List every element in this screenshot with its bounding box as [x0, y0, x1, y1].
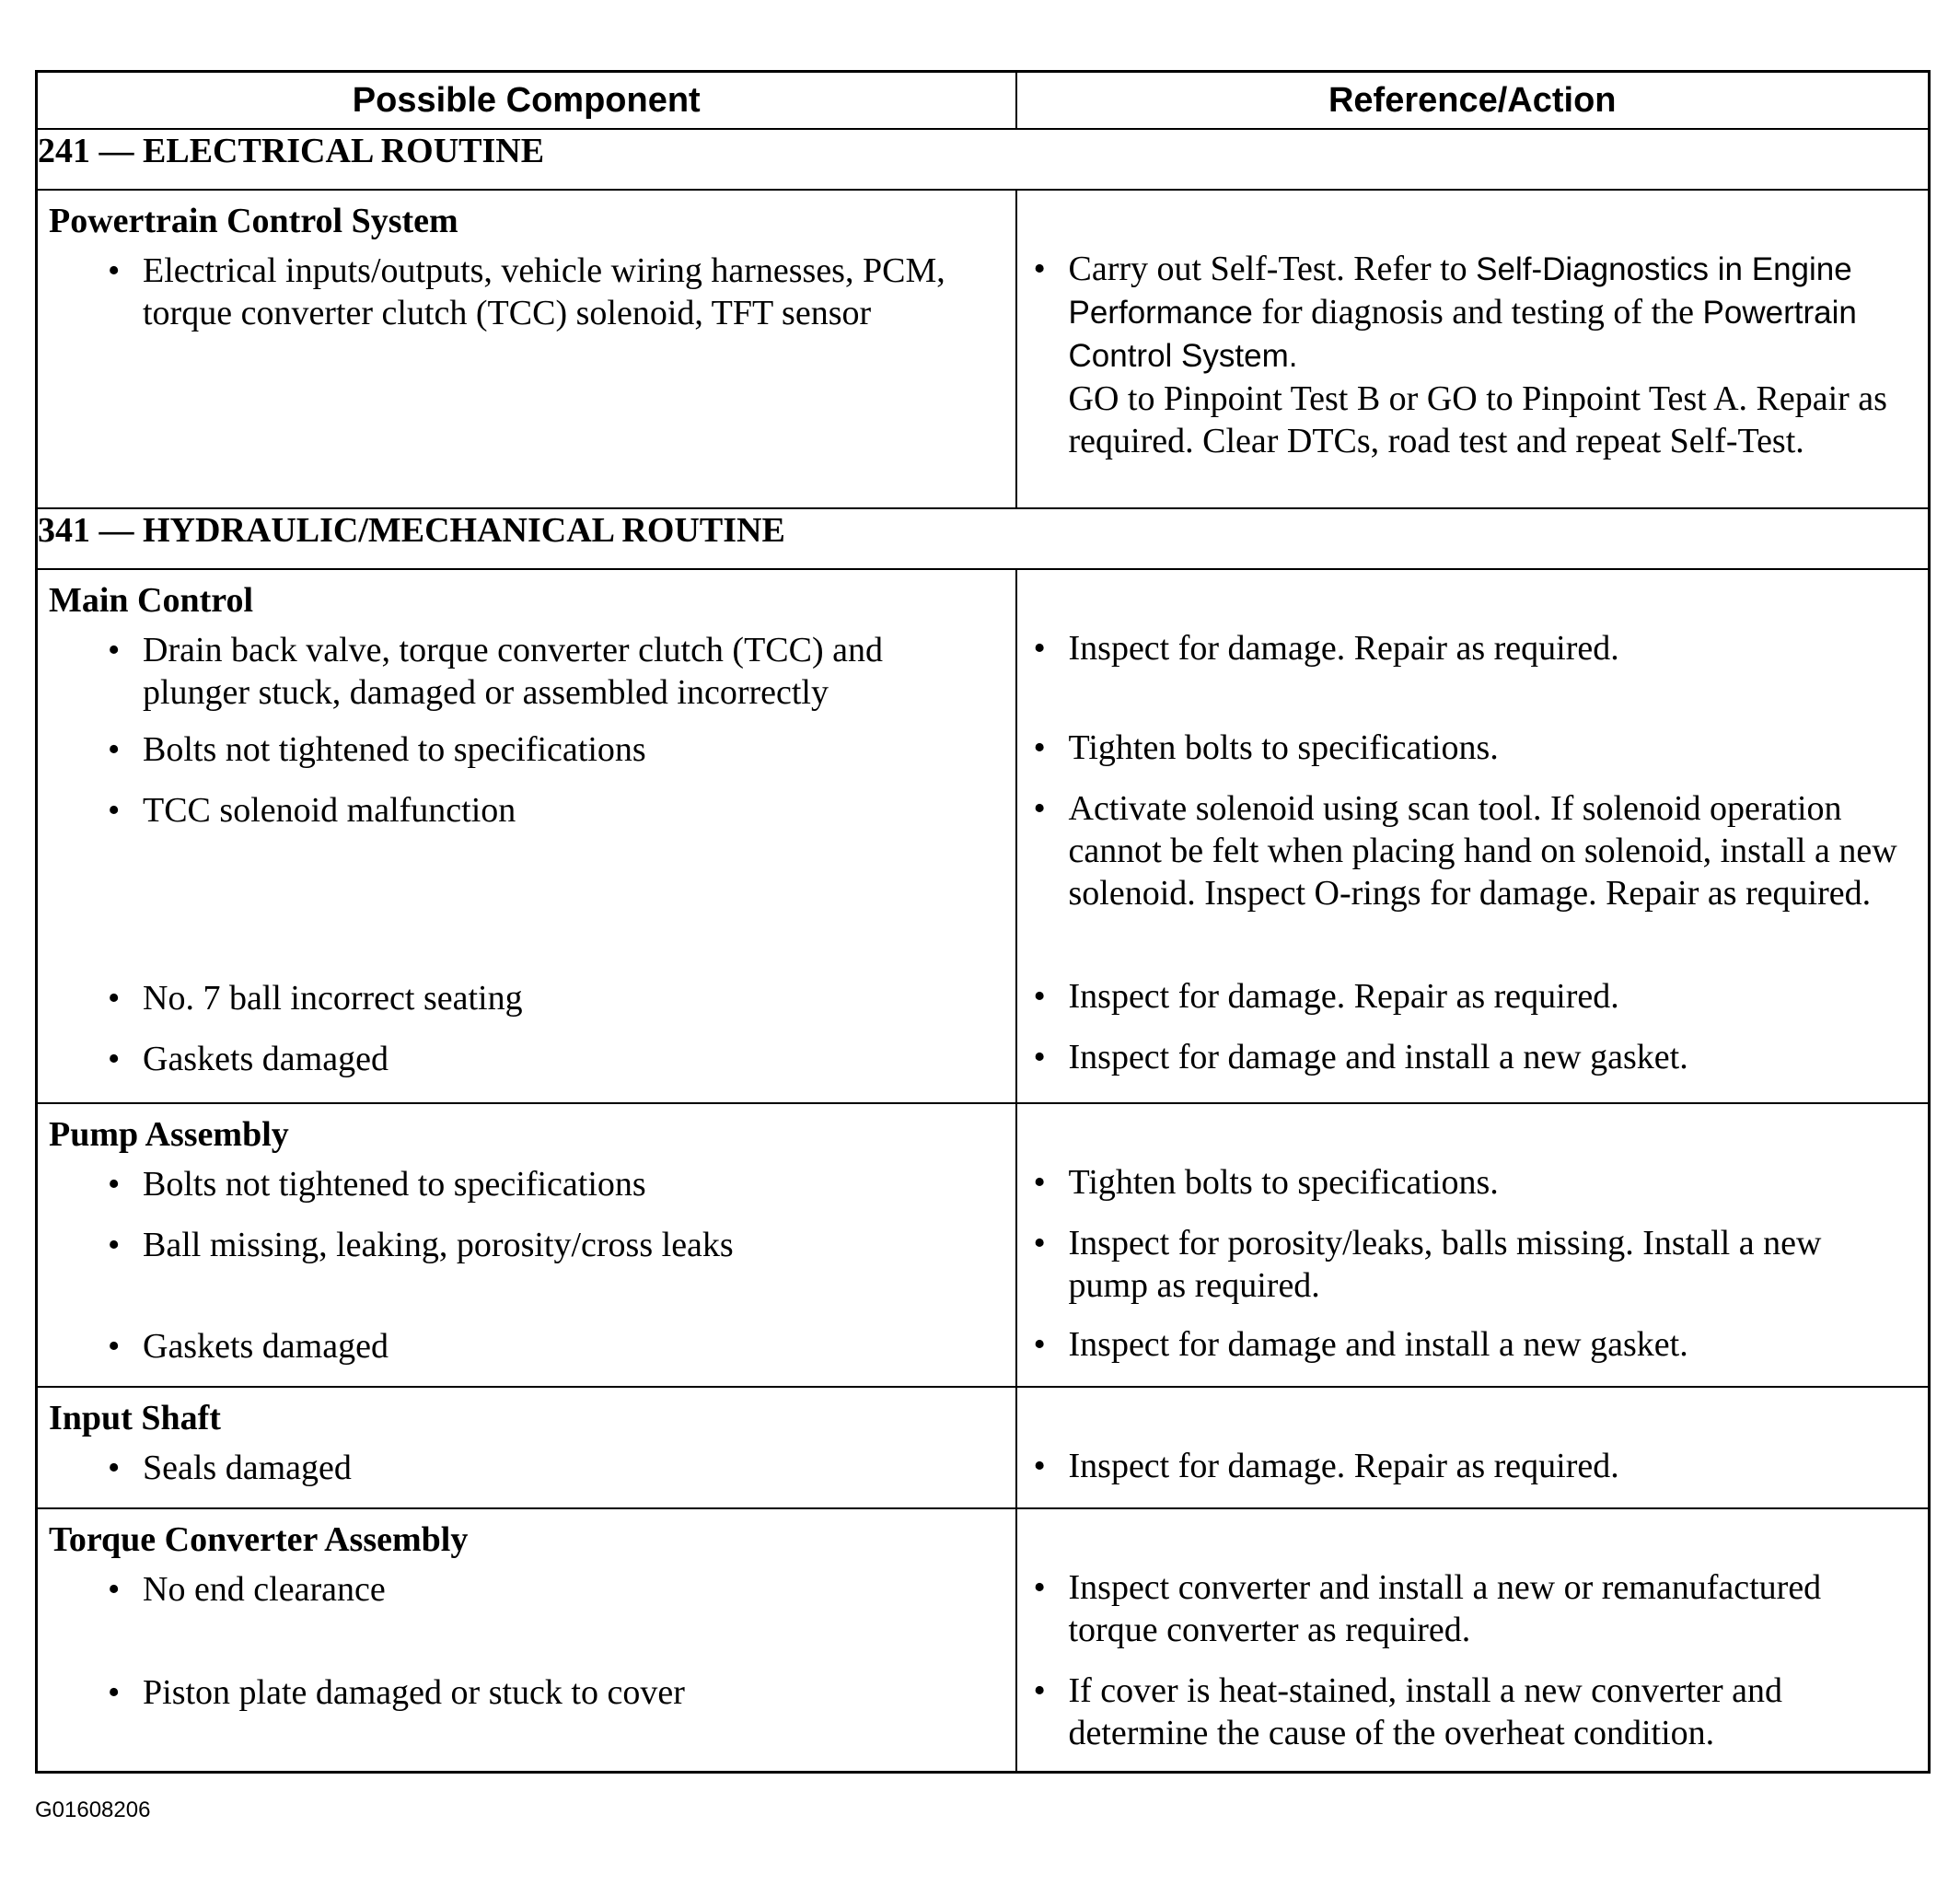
bullet-icon: • — [1033, 1447, 1046, 1485]
bullet-icon: • — [1033, 1568, 1046, 1607]
action-text: Inspect for damage. Repair as required. — [1068, 977, 1619, 1016]
reference-link-text: Powertrain Control System. — [1068, 295, 1857, 374]
component-text: Ball missing, leaking, porosity/cross leaks — [143, 1226, 734, 1264]
list-item — [38, 977, 1015, 1038]
action-text: Inspect converter and install a new or remanufactured torque converter as required. — [1068, 1568, 1822, 1649]
bullet-icon: • — [1033, 250, 1046, 288]
list-item — [1017, 1445, 1929, 1487]
group-title-input-shaft: Input Shaft — [49, 1399, 221, 1437]
component-text: Drain back valve, torque converter clutch (TCC) and plunger stuck, damaged or assembled incorrectly — [143, 631, 884, 712]
action-text: Inspect for porosity/leaks, balls missing. Install a new pump as required. — [1068, 1224, 1822, 1305]
list-item — [38, 1568, 1015, 1671]
routine-row-241 — [37, 129, 1930, 190]
reference-link-text: Self-Diagnostics in Engine Performance — [1068, 251, 1852, 331]
action-text: Tighten bolts to specifications. — [1068, 728, 1499, 767]
routine-title-241: 241 — ELECTRICAL ROUTINE — [37, 129, 1930, 190]
bullet-icon: • — [1033, 629, 1046, 668]
bullet-icon: • — [108, 1570, 121, 1609]
action-text: Activate solenoid using scan tool. If solenoid operation cannot be felt when placing hand on solenoid, install a new solenoid. Inspect O-rings for damage. Repair as required. — [1068, 789, 1897, 913]
list-item — [1017, 1566, 1929, 1670]
torque-converter-component-cell — [37, 1508, 1016, 1773]
diagnosis-table-container — [35, 70, 1928, 1774]
list-item — [1017, 627, 1929, 727]
action-text: Inspect for damage. Repair as required. — [1068, 1447, 1619, 1485]
bullet-icon: • — [108, 730, 121, 769]
list-item — [38, 1038, 1015, 1080]
routine-title-341: 341 — HYDRAULIC/MECHANICAL ROUTINE — [37, 508, 1930, 569]
group-row-input-shaft — [37, 1387, 1930, 1508]
figure-id: G01608206 — [35, 1798, 151, 1822]
component-text: Bolts not tightened to specifications — [143, 730, 646, 769]
component-text: Piston plate damaged or stuck to cover — [143, 1673, 685, 1712]
table-header-row — [37, 72, 1930, 130]
bullet-icon: • — [108, 979, 121, 1018]
bullet-icon: • — [108, 1673, 121, 1712]
list-item — [38, 1325, 1015, 1367]
header-possible-component: Possible Component — [37, 72, 1016, 130]
group-title-main-control: Main Control — [49, 581, 254, 620]
group-title-torque-converter: Torque Converter Assembly — [49, 1520, 469, 1559]
bullet-icon: • — [1033, 1163, 1046, 1202]
bullet-icon: • — [1033, 977, 1046, 1016]
component-text: Bolts not tightened to specifications — [143, 1165, 646, 1204]
header-reference-action: Reference/Action — [1016, 72, 1930, 130]
bullet-icon: • — [108, 251, 121, 290]
main-control-component-cell — [37, 569, 1016, 1103]
group-row-torque-converter — [37, 1508, 1930, 1773]
bullet-icon: • — [1033, 1325, 1046, 1364]
list-item — [38, 789, 1015, 977]
bullet-icon: • — [108, 1449, 121, 1487]
list-item — [38, 728, 1015, 789]
list-item — [1017, 975, 1929, 1036]
component-text: Electrical inputs/outputs, vehicle wiring harnesses, PCM, torque converter clutch (TCC) solenoid, TFT sensor — [143, 251, 945, 332]
group-title-powertrain: Powertrain Control System — [49, 202, 458, 240]
list-item — [38, 1671, 1015, 1714]
pump-assembly-action-cell — [1016, 1103, 1930, 1387]
group-row-pump-assembly — [37, 1103, 1930, 1387]
action-text: Inspect for damage and install a new gasket. — [1068, 1038, 1688, 1076]
bullet-icon: • — [1033, 728, 1046, 767]
group-row-main-control — [37, 569, 1930, 1103]
input-shaft-component-cell — [37, 1387, 1016, 1508]
bullet-icon: • — [108, 1327, 121, 1366]
list-item — [1017, 1036, 1929, 1078]
group-row-powertrain — [37, 190, 1930, 508]
action-text: If cover is heat-stained, install a new converter and determine the cause of the overheat condition. — [1068, 1671, 1783, 1752]
bullet-icon: • — [108, 791, 121, 830]
routine-row-341 — [37, 508, 1930, 569]
list-item — [1017, 1323, 1929, 1366]
bullet-icon: • — [1033, 1671, 1046, 1710]
action-text: Inspect for damage. Repair as required. — [1068, 629, 1619, 668]
list-item — [38, 629, 1015, 728]
action-text-part: GO to Pinpoint Test B or GO to Pinpoint Test A. Repair as required. Clear DTCs, road test and repeat Self-Test. — [1068, 379, 1887, 460]
component-text: Gaskets damaged — [143, 1327, 389, 1366]
component-text: No. 7 ball incorrect seating — [143, 979, 523, 1018]
list-item — [38, 250, 1015, 334]
list-item — [1017, 727, 1929, 787]
component-text: No end clearance — [143, 1570, 386, 1609]
bullet-icon: • — [108, 631, 121, 669]
component-text: Seals damaged — [143, 1449, 352, 1487]
action-text: Inspect for damage and install a new gasket. — [1068, 1325, 1688, 1364]
bullet-icon: • — [108, 1165, 121, 1204]
powertrain-component-cell — [37, 190, 1016, 508]
list-item — [1017, 248, 1929, 462]
diagnosis-table — [35, 70, 1931, 1774]
bullet-icon: • — [1033, 789, 1046, 828]
list-item — [1017, 787, 1929, 975]
torque-converter-action-cell — [1016, 1508, 1930, 1773]
main-control-action-cell — [1016, 569, 1930, 1103]
bullet-icon: • — [108, 1226, 121, 1264]
component-text: TCC solenoid malfunction — [143, 791, 516, 830]
list-item — [38, 1224, 1015, 1325]
list-item — [1017, 1161, 1929, 1222]
list-item — [1017, 1670, 1929, 1754]
input-shaft-action-cell — [1016, 1387, 1930, 1508]
list-item — [38, 1163, 1015, 1224]
powertrain-action-cell — [1016, 190, 1930, 508]
component-text: Gaskets damaged — [143, 1040, 389, 1078]
action-text-part: Carry out Self-Test. Refer to — [1068, 250, 1477, 288]
bullet-icon: • — [1033, 1224, 1046, 1262]
action-text — [1069, 248, 1903, 462]
action-text-part: for diagnosis and testing of the — [1252, 293, 1703, 332]
list-item — [1017, 1222, 1929, 1323]
group-title-pump-assembly: Pump Assembly — [49, 1115, 289, 1154]
bullet-icon: • — [108, 1040, 121, 1078]
action-text: Tighten bolts to specifications. — [1068, 1163, 1499, 1202]
pump-assembly-component-cell — [37, 1103, 1016, 1387]
bullet-icon: • — [1033, 1038, 1046, 1076]
list-item — [38, 1447, 1015, 1489]
